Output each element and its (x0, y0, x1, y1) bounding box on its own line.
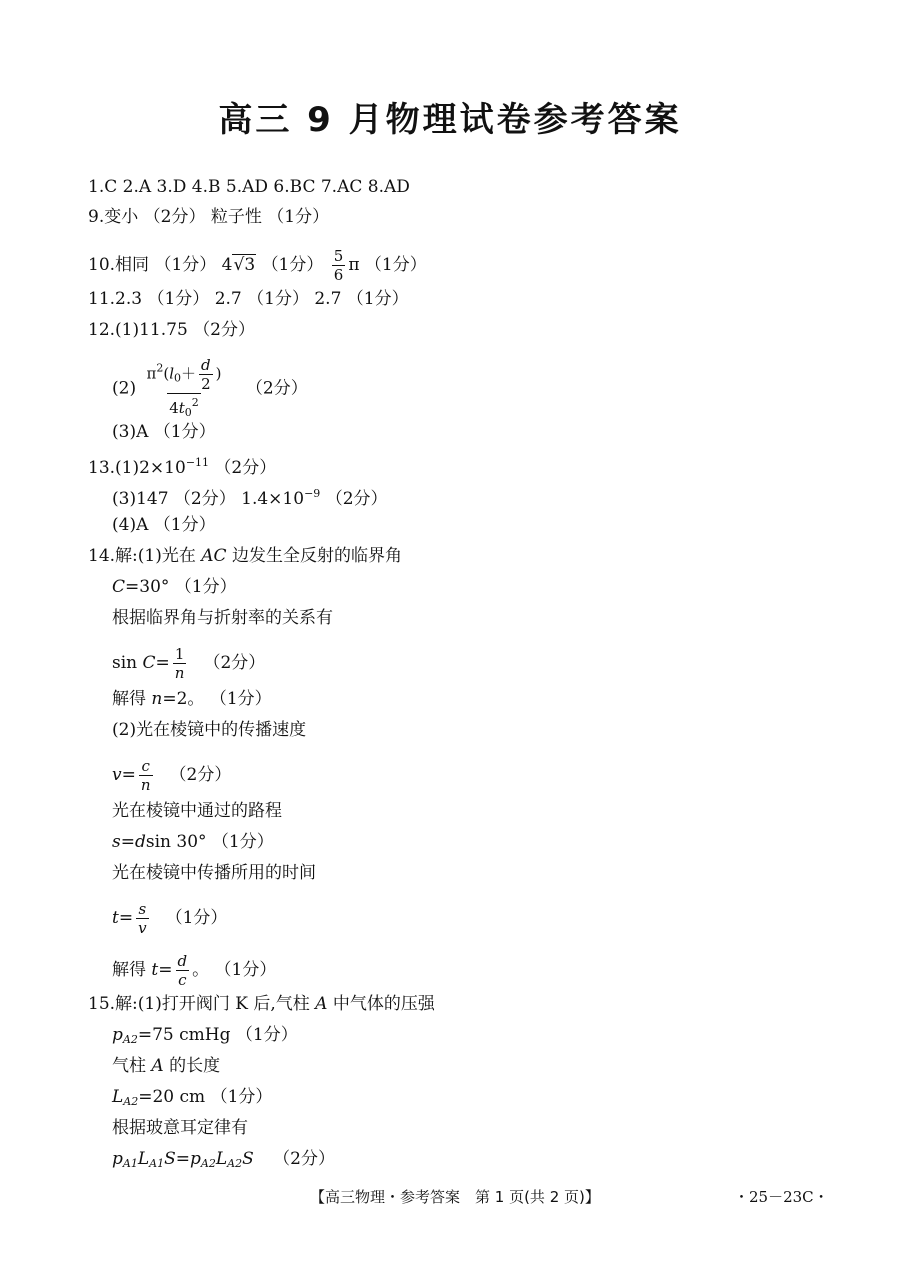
answer-13-4: (4)A （1分） (112, 515, 216, 535)
v2: d (134, 832, 146, 852)
den: c (178, 971, 187, 989)
a12-label: (2) (112, 378, 137, 399)
var-t: t (178, 399, 185, 417)
var: p (112, 1149, 123, 1169)
answer-15-l3 (112, 1055, 220, 1077)
t2: 中气体的压强 (327, 994, 435, 1014)
a10-sqrt-val: 3 (244, 255, 256, 275)
answer-14-l11 (112, 900, 227, 937)
pow-t: 2 (191, 396, 199, 409)
t: 解得 (112, 960, 152, 980)
page-title: 高三 9 月物理试卷参考答案 (218, 100, 682, 140)
answer-14-l1 (88, 545, 402, 567)
answer-15-l1 (88, 993, 435, 1015)
sub: A1 (122, 1157, 138, 1170)
answer-14-l5 (112, 688, 272, 710)
answer-mc: 1.C 2.A 3.D 4.B 5.AD 6.BC 7.AC 8.AD (88, 177, 410, 197)
a12-denominator (167, 393, 201, 422)
sqrt-sign: √ (233, 255, 245, 275)
answer-14-l12 (112, 952, 276, 989)
frac-num: 5 (333, 247, 344, 265)
v: L (112, 1087, 124, 1107)
a13-1-b: （2分） (209, 458, 277, 478)
v: A (151, 1056, 164, 1076)
inner-den: 2 (201, 375, 211, 393)
t2: =2。 （1分） (162, 689, 272, 709)
v: C (112, 577, 126, 597)
answer-15-l6: $p_{A1}L_{A1}S=p_{A2}L_{A2}S$ （2分） (112, 1149, 335, 1170)
answer-14-l8: 光在棱镜中通过的路程 (112, 801, 282, 821)
t: sin 30° （1分） (145, 832, 274, 852)
score: （2分） (169, 765, 232, 785)
v: t (151, 960, 159, 980)
sub: 0 (174, 371, 182, 385)
a10-fraction (332, 247, 346, 284)
var-l: l (169, 364, 175, 383)
answer-9: 9.变小 （2分） 粒子性 （1分） (88, 207, 330, 227)
a13-1-exp: −11 (185, 456, 210, 469)
num: 1 (174, 645, 185, 663)
t: 14.解:(1)光在 (88, 546, 202, 566)
sub: A2 (227, 1157, 243, 1170)
num: c (141, 757, 150, 775)
v: n (151, 689, 163, 709)
answer-14-l9 (112, 831, 274, 853)
t: 解得 (112, 689, 152, 709)
var: S (242, 1149, 254, 1169)
a10-score: （1分） (261, 255, 324, 275)
answer-13-1 (88, 452, 276, 479)
eq: = (120, 832, 135, 852)
answer-13-3 (112, 483, 388, 510)
inner-num: d (201, 356, 211, 374)
a10-rest: π （1分） (348, 255, 427, 275)
var: L (137, 1149, 150, 1169)
score: 。 （1分） (192, 960, 277, 980)
inner-fraction (199, 356, 213, 393)
pi-symbol: π (146, 364, 157, 383)
a12-score: （2分） (245, 378, 308, 399)
answer-14-l7 (112, 757, 231, 794)
a12-fraction (145, 356, 224, 422)
plus: ＋ (181, 364, 197, 383)
fraction (176, 952, 190, 989)
page-code: ・25－23C・ (734, 1188, 829, 1206)
den: n (174, 664, 185, 682)
pow: 2 (156, 361, 164, 375)
frac-den: 6 (333, 266, 344, 284)
s: A2 (122, 1033, 138, 1046)
eq: = (118, 908, 134, 928)
v: t (112, 908, 119, 928)
score: （1分） (165, 908, 228, 928)
answer-14-l2 (112, 576, 237, 598)
s: A2 (123, 1095, 139, 1108)
sub: A1 (149, 1157, 165, 1170)
t: =30° （1分） (125, 577, 237, 597)
var: p (190, 1149, 201, 1169)
answer-11: 11.2.3 （1分） 2.7 （1分） 2.7 （1分） (88, 289, 409, 309)
score: （2分） (203, 653, 266, 673)
t: sin (112, 653, 143, 673)
var: S (164, 1149, 176, 1169)
v: A (315, 994, 328, 1014)
var: L (215, 1149, 228, 1169)
sub-t: 0 (184, 406, 192, 419)
a13-1-a: 13.(1)2×10 (88, 458, 186, 478)
four: 4 (169, 399, 179, 417)
num: d (177, 952, 188, 970)
den: n (140, 776, 151, 794)
eq: = (121, 765, 136, 785)
answer-15-l2 (112, 1024, 298, 1051)
t: =20 cm （1分） (138, 1087, 273, 1107)
answer-12-2 (112, 356, 308, 422)
answer-14-l4 (112, 645, 265, 682)
answer-12-3: (3)A （1分） (112, 422, 216, 442)
t: 15.解:(1)打开阀门 K 后,气柱 (88, 994, 316, 1014)
t2: 边发生全反射的临界角 (226, 546, 402, 566)
fraction (173, 645, 187, 682)
v: p (112, 1025, 123, 1045)
answer-14-l6: (2)光在棱镜中的传播速度 (112, 720, 307, 740)
a10-text: 10.相同 （1分） 4 (88, 255, 233, 275)
t2: 的长度 (163, 1056, 221, 1076)
answer-15-l5: 根据玻意耳定律有 (112, 1118, 248, 1138)
sub: A2 (200, 1157, 216, 1170)
eq: = (158, 960, 173, 980)
page-footer: 【高三物理・参考答案 第 1 页(共 2 页)】 (310, 1188, 600, 1206)
a13-3-a: (3)147 （2分） 1.4×10 (112, 489, 305, 509)
v: s (112, 832, 121, 852)
a13-3-b: （2分） (320, 489, 388, 509)
answer-14-l3: 根据临界角与折射率的关系有 (112, 608, 333, 628)
v: v (112, 765, 122, 785)
fraction (136, 900, 148, 937)
answer-15-l4 (112, 1086, 272, 1113)
num: s (138, 900, 147, 918)
eq: = (155, 653, 170, 673)
a10-sqrt (232, 254, 256, 275)
fraction (139, 757, 153, 794)
a13-3-exp: −9 (304, 487, 321, 500)
answer-14-l10: 光在棱镜中传播所用的时间 (112, 863, 316, 883)
v: AC (201, 546, 227, 566)
t: =75 cmHg （1分） (137, 1025, 298, 1045)
a12-numerator: $\pi^2(l_0+$ $\frac{d}{2}$ ) (146, 356, 222, 393)
answer-12-1: 12.(1)11.75 （2分） (88, 320, 256, 340)
v: C (142, 653, 156, 673)
t: 气柱 (112, 1056, 152, 1076)
score: （2分） (273, 1149, 335, 1169)
answer-10 (88, 247, 427, 284)
den: v (138, 919, 147, 937)
